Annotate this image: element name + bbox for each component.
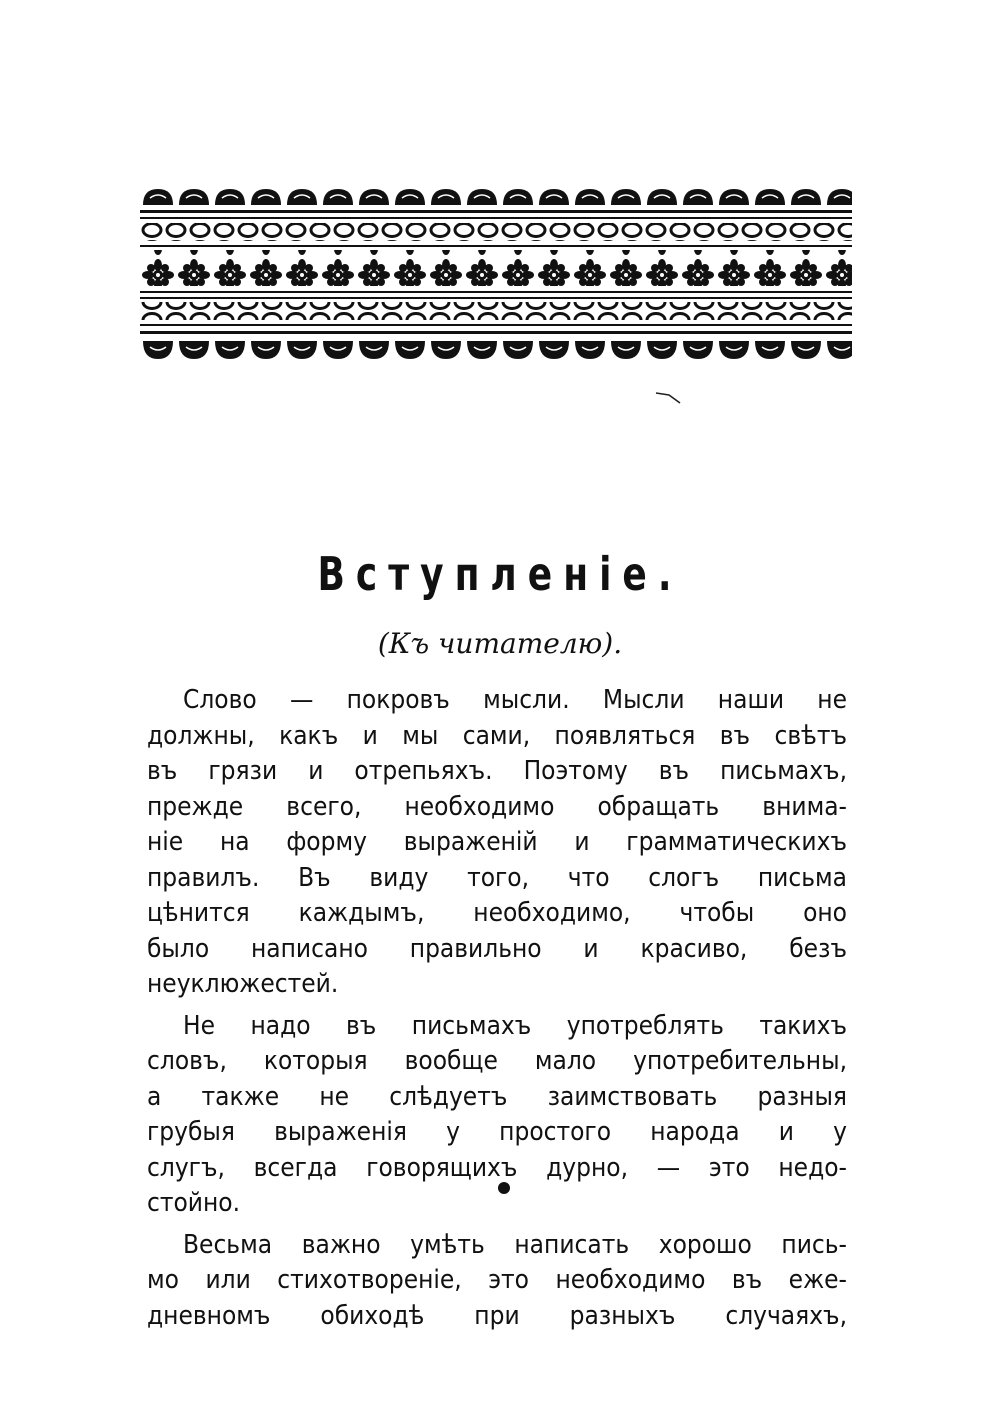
ink-blot — [498, 1182, 510, 1194]
text-line: дневномъ обиходѣ при разныхъ случаяхъ, — [147, 1300, 847, 1331]
text-line: правилъ. Въ виду того, что слогъ письма — [147, 862, 847, 893]
print-speck — [655, 390, 681, 404]
text-line: должны, какъ и мы сами, появляться въ свѣтъ — [147, 720, 847, 751]
text-line: ніе на форму выраженій и грамматическихъ — [147, 827, 847, 857]
text-line: а также не слѣдуетъ заимствовать разныя — [147, 1081, 847, 1112]
text-line: въ грязи и отрепьяхъ. Поэтому въ письмахъ, — [147, 756, 847, 786]
text-line: слугъ, всегда говорящихъ дурно, — это недо- — [147, 1152, 847, 1183]
decorative-ornament-band — [140, 185, 852, 360]
text-line: было написано правильно и красиво, безъ — [147, 933, 847, 964]
text-line: Слово — покровъ мысли. Мысли наши не — [183, 685, 847, 715]
text-line: прежде всего, необходимо обращать внима- — [147, 791, 847, 822]
body-text — [147, 683, 847, 1340]
text-line: Не надо въ письмахъ употреблять такихъ — [183, 1010, 847, 1041]
page-subtitle: (Къ читателю). — [377, 627, 623, 660]
text-line: стойно. — [147, 1188, 241, 1218]
text-line: словъ, которыя вообще мало употребительны, — [147, 1046, 847, 1076]
paragraph-3 — [147, 1228, 847, 1335]
text-line: неуклюжестей. — [147, 969, 339, 999]
paragraph-2 — [147, 1009, 847, 1222]
paragraph-1 — [147, 683, 847, 1003]
text-line: Весьма важно умѣть написать хорошо пись- — [183, 1229, 847, 1260]
text-line: цѣнится каждымъ, необходимо, чтобы оно — [147, 898, 847, 928]
page-title: Вступленіе. — [317, 548, 683, 602]
text-line: мо или стихотвореніе, это необходимо въ еже- — [147, 1265, 847, 1295]
text-line: грубыя выраженія у простого народа и у — [147, 1117, 847, 1147]
